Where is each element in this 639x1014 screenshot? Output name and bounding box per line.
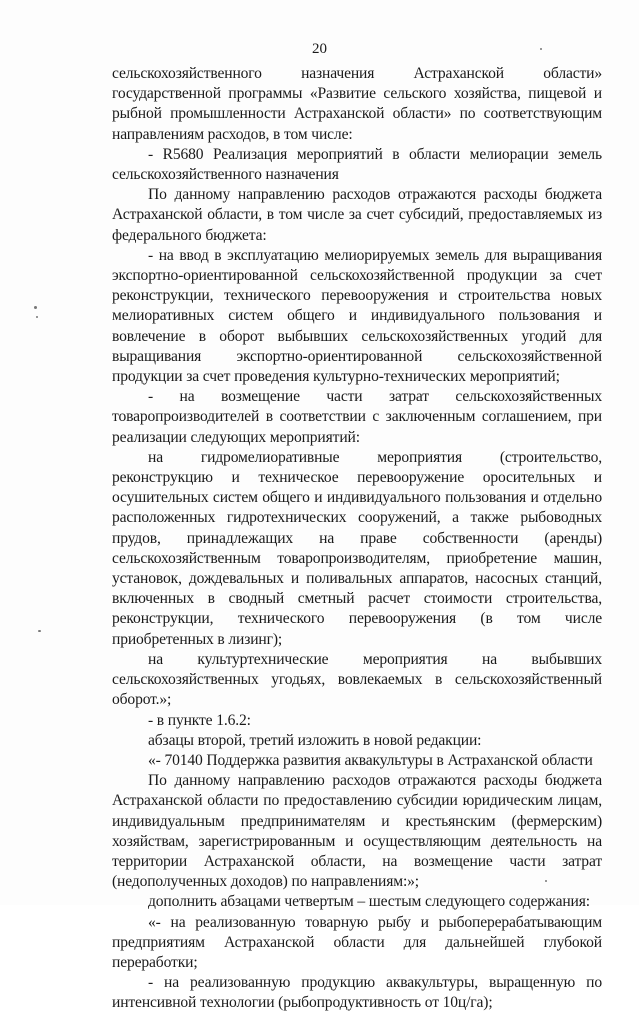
paragraph: на культуртехнические мероприятия на выбывших сельскохозяйственных угодьях, вовлекаемых в сельскохозяйственный оборот.»; (112, 650, 602, 709)
paragraph: дополнить абзацами четвертым – шестым следующего содержания: (148, 893, 590, 911)
paragraph: - R5680 Реализация мероприятий в области мелиорации земель сельскохозяйственного назначения (112, 145, 602, 184)
page-number: 20 (312, 41, 327, 57)
scan-speck (38, 630, 41, 632)
paragraph: - в пункте 1.6.2: (148, 711, 251, 729)
paragraph: «- 70140 Поддержка развития аквакультуры в Астраханской области (148, 751, 593, 769)
scan-speck (36, 316, 38, 318)
paragraph: «- на реализованную товарную рыбу и рыбоперерабатывающим предприятиям Астраханской области для дальнейшей глубокой переработки; (112, 913, 602, 971)
paragraph: По данному направлению расходов отражаются расходы бюджета Астраханской области, в том числе за счет субсидий, предоставляемых из федерального бюджета: (112, 186, 602, 244)
scan-speck (540, 48, 542, 50)
paragraph: - на реализованную продукцию аквакультуры, выращенную по интенсивной технологии (рыбопродуктивность от 10ц/га); (112, 974, 602, 1012)
paragraph: По данному направлению расходов отражаются расходы бюджета Астраханской области по предоставлению субсидии юридическим лицам, индивидуальным предпринимателям и крестьянским (фермерским) хозяйствам, зарегистрированным и осуществляющим деятельность на территории Астраханской области, на возмещение части затрат (недополученных доходов) по направлениям:»; (112, 772, 602, 891)
paragraph: сельскохозяйственного назначения Астраханской области» государственной программы «Развитие сельского хозяйства, пищевой и рыбной промышленности Астраханской области» по соответствующим направлениям расходов, в том числе: (112, 65, 602, 143)
paragraph: на гидромелиоративные мероприятия (строительство, реконструкцию и техническое перевооружение оросительных и осушительных систем общего и индивидуального пользования и отдельно расположенных гидротехнических сооружений, а также рыбоводных прудов, принадлежащих на праве собственности (аренды) сельскохозяйственным товаропроизводителям, приобретение машин, установок, дождевальных и поливальных аппаратов, насосных станций, включенных в сводный сметный расчет стоимости строительства, реконструкции, технического перевооружения (в том числе приобретенных в лизинг); (112, 448, 602, 648)
document-body (112, 64, 602, 1014)
paragraph: - на ввод в эксплуатацию мелиорируемых земель для выращивания экспортно-ориентированной сельскохозяйственной продукции за счет реконструкции, технического перевооружения и строительства новых мелиоративных систем общего и индивидуального пользования и вовлечение в оборот выбывших сельскохозяйственных угодий для выращивания экспортно-ориентированной сельскохозяйственной продукции за счет проведения культурно-технических мероприятий; (112, 246, 602, 386)
paragraph: - на возмещение части затрат сельскохозяйственных товаропроизводителей в соответствии с заключенным соглашением, при реализации следующих мероприятий: (112, 388, 602, 446)
scan-speck (34, 306, 37, 309)
scan-speck (545, 880, 547, 882)
paragraph: абзацы второй, третий изложить в новой редакции: (148, 731, 482, 749)
